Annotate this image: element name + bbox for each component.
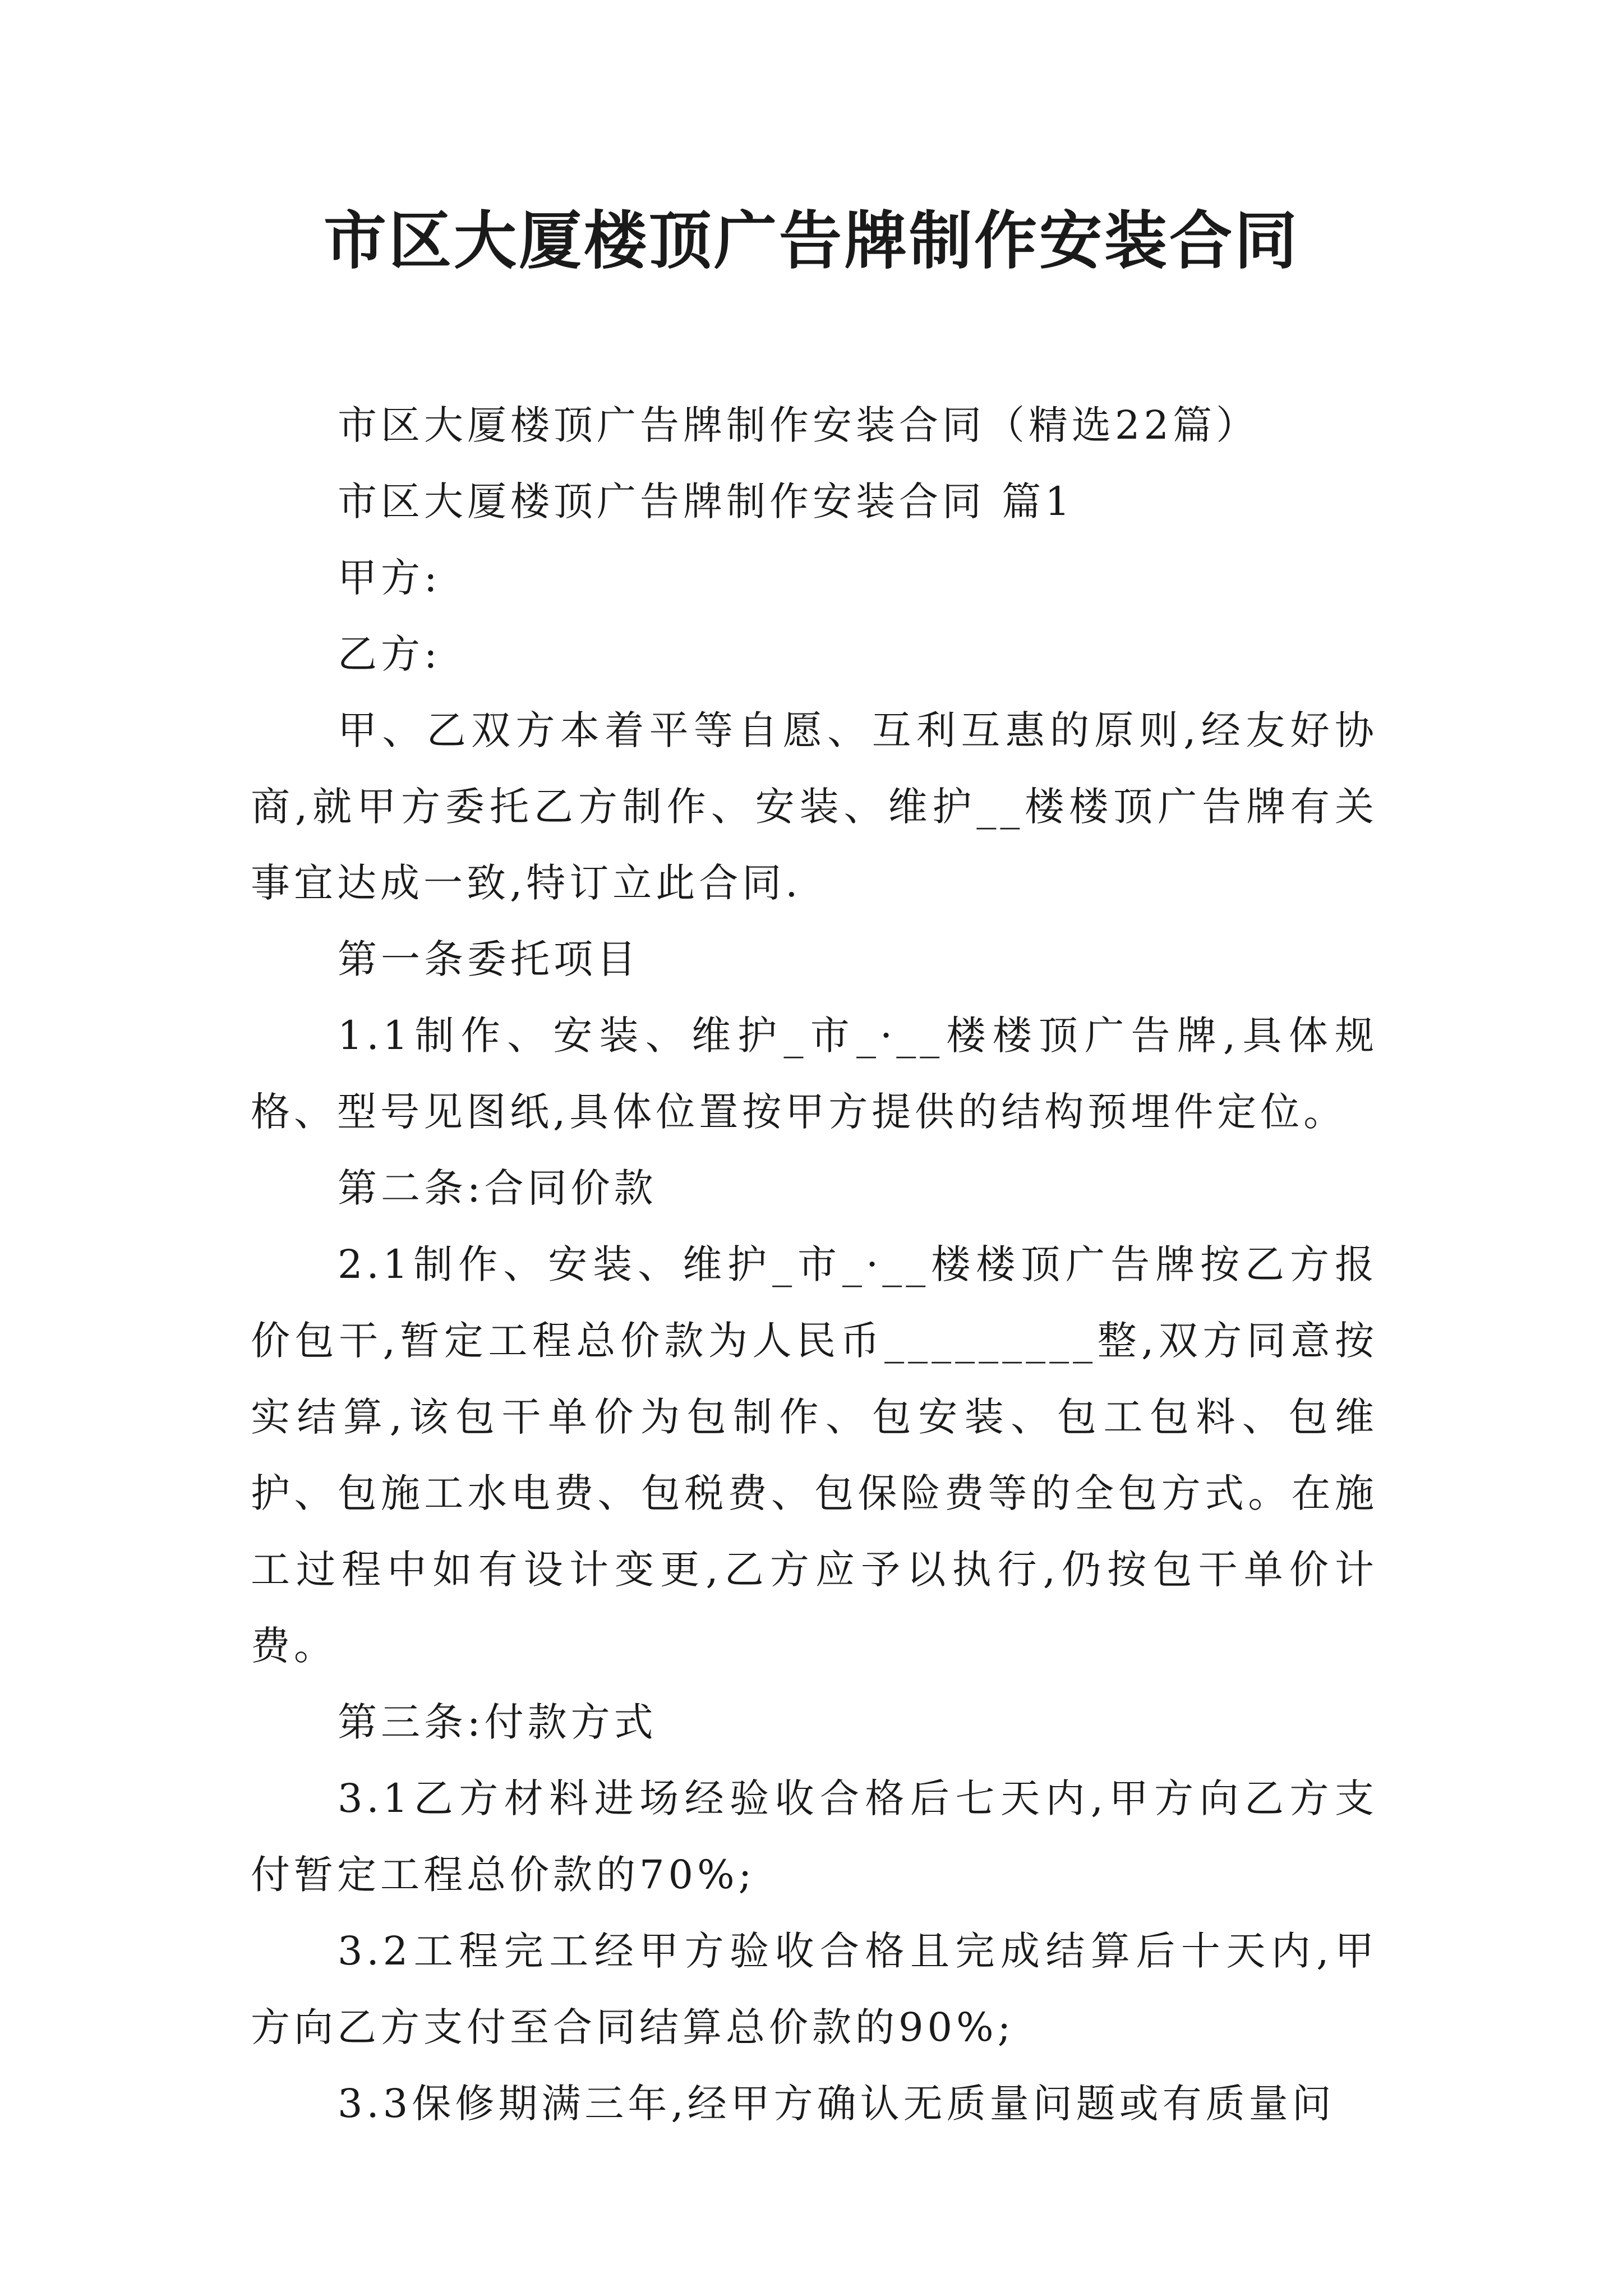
paragraph: 第三条:付款方式 <box>338 1699 657 1745</box>
paragraph: 乙方: <box>338 631 441 677</box>
paragraph: 3.1乙方材料进场经验收合格后七天内,甲方向乙方支付暂定工程总价款的70%; <box>251 1775 1378 1898</box>
paragraph: 市区大厦楼顶广告牌制作安装合同 篇1 <box>338 478 1074 524</box>
paragraph: 市区大厦楼顶广告牌制作安装合同（精选22篇） <box>338 402 1260 448</box>
paragraph: 2.1制作、安装、维护_市_·__楼楼顶广告牌按乙方报价包干,暂定工程总价款为人民币_________整,双方同意按实结算,该包干单价为包制作、包安装、包工包料、包维护、包施工水电费、包税费、包保险费等的全包方式。在施工过程中如有设计变更,乙方应予以执行,仍按包干单价计费。 <box>251 1241 1378 1669</box>
paragraph: 第二条:合同价款 <box>338 1165 657 1211</box>
paragraph: 3.3保修期满三年,经甲方确认无质量问题或有质量问 <box>338 2081 1335 2127</box>
paragraph: 1.1制作、安装、维护_市_·__楼楼顶广告牌,具体规格、型号见图纸,具体位置按甲方提供的结构预埋件定位。 <box>251 1013 1378 1135</box>
paragraph: 甲、乙双方本着平等自愿、互利互惠的原则,经友好协商,就甲方委托乙方制作、安装、维护__楼楼顶广告牌有关事宜达成一致,特订立此合同. <box>251 707 1378 906</box>
document-body <box>251 387 1378 2142</box>
paragraph: 第一条委托项目 <box>338 936 640 982</box>
document-title: 市区大厦楼顶广告牌制作安装合同 <box>324 204 1299 278</box>
paragraph: 3.2工程完工经甲方验收合格且完成结算后十天内,甲方向乙方支付至合同结算总价款的90%; <box>251 1928 1378 2050</box>
paragraph: 甲方: <box>338 555 441 601</box>
